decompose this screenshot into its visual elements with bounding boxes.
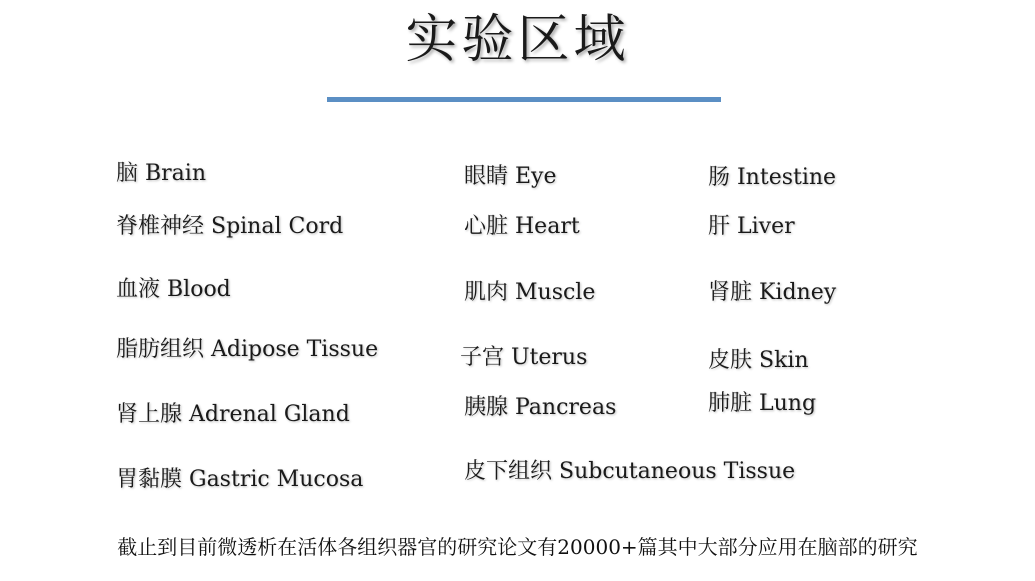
page-title: 实验区域 xyxy=(405,10,630,70)
tissue-item-intestine: 肠 Intestine xyxy=(708,165,837,190)
tissue-item-gastric: 胃黏膜 Gastric Mucosa xyxy=(116,467,364,492)
tissue-item-spinal-cord: 脊椎神经 Spinal Cord xyxy=(116,214,344,239)
tissue-item-adrenal: 肾上腺 Adrenal Gland xyxy=(116,402,350,427)
tissue-item-lung: 肺脏 Lung xyxy=(708,391,817,416)
tissue-item-pancreas: 胰腺 Pancreas xyxy=(464,395,617,420)
tissue-item-muscle: 肌肉 Muscle xyxy=(464,280,596,305)
tissue-item-adipose: 脂肪组织 Adipose Tissue xyxy=(116,337,379,362)
tissue-item-subcutaneous: 皮下组织 Subcutaneous Tissue xyxy=(464,459,796,484)
tissue-item-kidney: 肾脏 Kidney xyxy=(708,280,837,305)
title-underline xyxy=(327,97,721,102)
tissue-item-liver: 肝 Liver xyxy=(708,214,795,239)
tissue-item-brain: 脑 Brain xyxy=(116,161,206,186)
tissue-item-uterus: 子宫 Uterus xyxy=(460,345,588,370)
tissue-item-blood: 血液 Blood xyxy=(116,277,231,302)
tissue-item-skin: 皮肤 Skin xyxy=(708,348,809,373)
tissue-item-heart: 心脏 Heart xyxy=(464,214,580,239)
tissue-item-eye: 眼睛 Eye xyxy=(464,164,557,189)
footer-note: 截止到目前微透析在活体各组织器官的研究论文有20000+篇其中大部分应用在脑部的研究 xyxy=(117,535,918,559)
